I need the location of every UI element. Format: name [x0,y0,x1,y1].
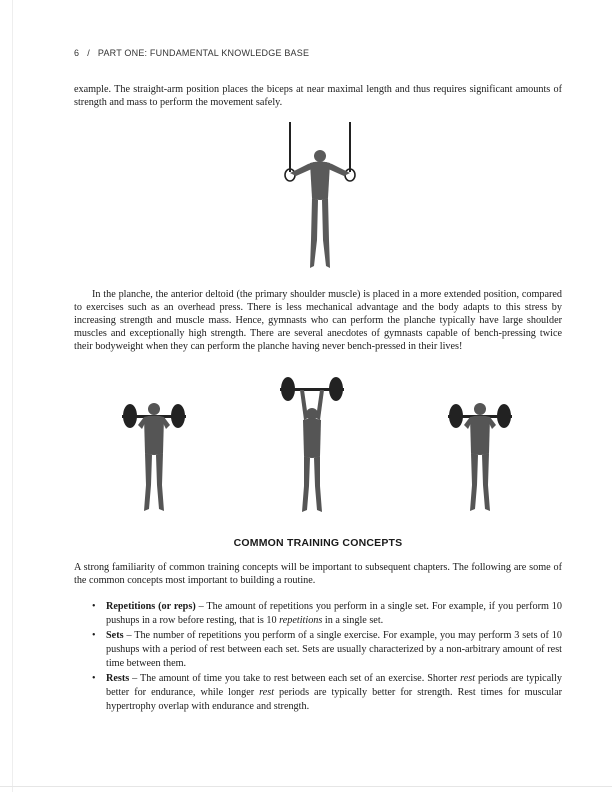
term-text-end: in a single set. [322,615,384,626]
term-emphasis-2: rest [259,687,275,698]
concepts-list [74,600,562,715]
list-item-repetitions [74,600,562,628]
bullet-icon: • [92,630,96,641]
paragraph-planche: In the planche, the anterior deltoid (the primary shoulder muscle) is placed in a more extended position, compared to exercises such as an overhead press. There is less mechanical advantage and the body adapts to this stress by increasing strength and muscle mass. Hence, gymnasts who can perform the planche typically have large shoulder muscles and exceptionally high strength. There are several anecdotes of gymnasts capable of bench-pressing twice their bodyweight when they can perform the planche having never bench-pressed in their lives! [74,289,562,352]
page-edge-left [12,0,13,792]
bullet-icon: • [92,601,96,612]
paragraph-concepts-intro: A strong familiarity of common training concepts will be important to subsequent chapters. The following are some of the common concepts most important to building a routine. [74,562,562,586]
lifter-front-rack-illustration-2 [444,395,516,517]
section-heading: COMMON TRAINING CONCEPTS [233,537,403,549]
term-label: Rests [106,673,130,684]
term-text-mid: periods are typically better for endurance, while longer [106,673,562,698]
term-text: – The number of repetitions you perform of a single exercise. For example, you may perform 3 sets of 10 pushups with a period of rest between each set. Sets are usually characterized by a non-arbitrary amount of rest time between them. [106,630,562,669]
term-label: Sets [106,630,124,641]
bullet-icon: • [92,673,96,684]
part-title: PART ONE: FUNDAMENTAL KNOWLEDGE BASE [97,48,310,58]
term-emphasis: rest [460,673,476,684]
term-emphasis: repetitions [279,615,323,626]
lifter-front-rack-illustration [118,395,190,517]
gymnast-rings-illustration [268,118,364,278]
list-item-sets [74,629,562,671]
list-item-rests [74,672,562,714]
running-head [74,48,309,58]
page-edge-bottom [0,786,612,787]
term-text: – The amount of time you take to rest between each set of an exercise. Shorter [129,673,461,684]
page-number: 6 [74,48,80,58]
paragraph-intro: example. The straight-arm position places the biceps at near maximal length and thus requires significant amounts of strength and mass to perform the movement safely. [74,84,562,108]
term-text: – The amount of repetitions you perform in a single set. For example, if you perform 10 pushups in a row before resting, that is 10 [106,601,562,626]
lifter-overhead-press-illustration [278,374,346,516]
term-text-end: periods are typically better for strength. Rest times for muscular hypertrophy overlap with endurance and strength. [106,687,562,712]
header-separator: / [87,48,90,58]
term-label: Repetitions (or reps) [106,601,196,612]
